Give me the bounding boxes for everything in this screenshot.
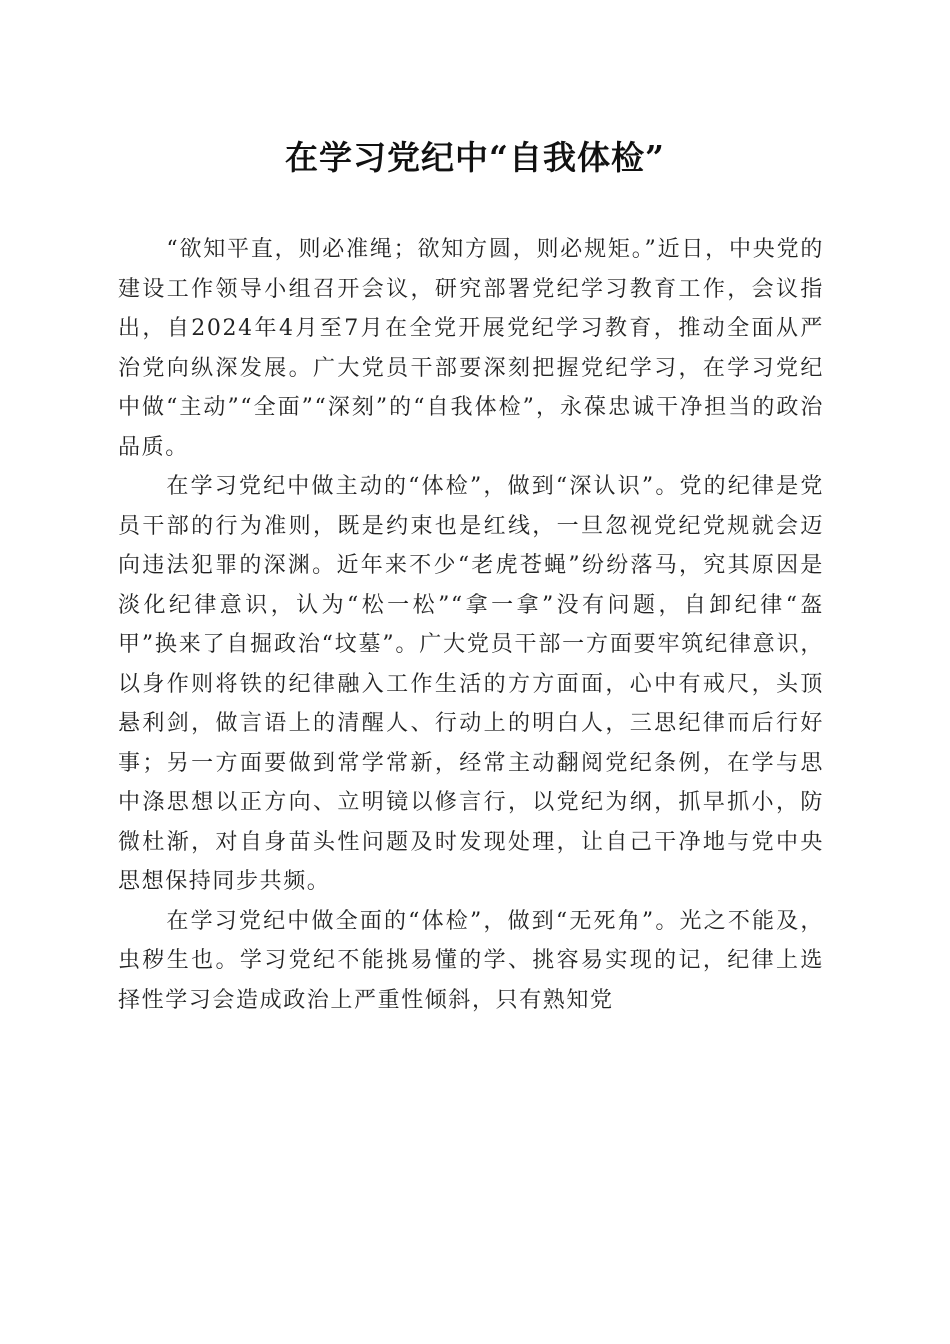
paragraph-proactive-checkup: 在学习党纪中做主动的“体检”，做到“深认识”。党的纪律是党员干部的行为准则，既是约束也是红线，一旦忽视党纪党规就会迈向违法犯罪的深渊。近年来不少“老虎苍蝇”纷纷落马，究其原因是淡化纪律意识，认为“松一松”“拿一拿”没有问题，自卸纪律“盔甲”换来了自掘政治“坟墓”。广大党员干部一方面要牢筑纪律意识，以身作则将铁的纪律融入工作生活的方方面面，心中有戒尺，头顶悬利剑，做言语上的清醒人、行动上的明白人，三思纪律而后行好事；另一方面要做到常学常新，经常主动翻阅党纪条例，在学与思中涤思想以正方向、立明镜以修言行，以党纪为纲，抓早抓小，防微杜渐，对自身苗头性问题及时发现处理，让自己干净地与党中央思想保持同步共频。 [118,474,824,894]
paragraph-intro: “欲知平直，则必准绳；欲知方圆，则必规矩。”近日，中央党的建设工作领导小组召开会议，研究部署党纪学习教育工作，会议指出，自2024年4月至7月在全党开展党纪学习教育，推动全面从严治党向纵深发展。广大党员干部要深刻把握党纪学习，在学习党纪中做“主动”“全面”“深刻”的“自我体检”，永葆忠诚干净担当的政治品质。 [118,237,824,460]
document-body [118,230,824,1020]
document-title: 在学习党纪中“自我体检” [285,138,665,177]
paragraph-comprehensive-checkup: 在学习党纪中做全面的“体检”，做到“无死角”。光之不能及，虫秽生也。学习党纪不能挑易懂的学、挑容易实现的记，纪律上选择性学习会造成政治上严重性倾斜，只有熟知党 [118,908,824,1013]
